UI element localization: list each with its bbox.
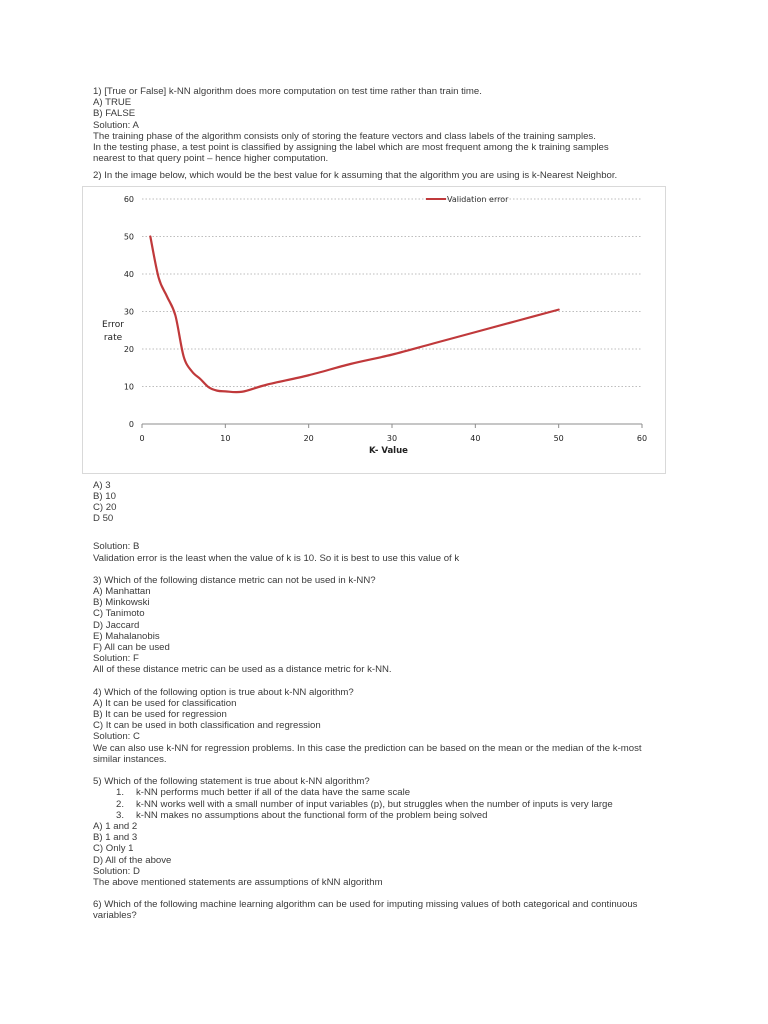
chart-x-tick-label: 50: [553, 433, 564, 443]
question-2-option: B) 10: [93, 490, 116, 502]
statement-number: 2.: [116, 798, 125, 810]
chart-svg: [83, 187, 665, 473]
chart-y-tick-label: 20: [123, 344, 134, 354]
question-4-option: C) It can be used in both classification and regression: [93, 720, 321, 732]
chart-legend: [426, 194, 508, 205]
chart-y-tick-label: 60: [123, 194, 134, 204]
question-5-explanation: The above mentioned statements are assumptions of kNN algorithm: [93, 876, 383, 888]
chart-y-tick-label: 50: [123, 232, 134, 242]
question-5-statement: [116, 787, 668, 798]
question-5-option: A) 1 and 2: [93, 820, 138, 832]
legend-swatch: [426, 198, 446, 200]
question-6-text: 6) Which of the following machine learning algorithm can be used for imputing missing values of both categorical and continuous variables?: [93, 899, 638, 922]
question-3-option: F) All can be used: [93, 642, 170, 654]
question-3-option: C) Tanimoto: [93, 608, 145, 620]
question-4-option: B) It can be used for regression: [93, 709, 227, 721]
question-1-explanation-line: nearest to that query point – hence higher computation.: [93, 153, 329, 165]
question-3-text: 3) Which of the following distance metric can not be used in k-NN?: [93, 574, 376, 586]
chart-y-tick-label: 40: [123, 269, 134, 279]
question-2-solution: Solution: B: [93, 541, 140, 553]
question-2-explanation: Validation error is the least when the value of k is 10. So it is best to use this value of k: [93, 552, 460, 564]
chart-gridlines: [142, 199, 642, 387]
question-5-statement-list: [93, 787, 668, 821]
statement-number: 3.: [116, 809, 125, 821]
question-4-solution: Solution: C: [93, 731, 140, 743]
validation-error-line: [150, 236, 558, 392]
chart-axes: [142, 424, 642, 428]
question-3-solution: Solution: F: [93, 653, 139, 665]
question-4-text: 4) Which of the following option is true about k-NN algorithm?: [93, 686, 354, 698]
question-1-option: A) TRUE: [93, 97, 132, 109]
question-5-option: D) All of the above: [93, 854, 172, 866]
question-3-option: D) Jaccard: [93, 619, 140, 631]
chart-x-tick-label: 40: [470, 433, 481, 443]
document-page: [93, 86, 668, 922]
chart-x-tick-label: 30: [386, 433, 398, 443]
chart-x-axis-label: K- Value: [369, 445, 408, 456]
statement-text: k-NN performs much better if all of the data have the same scale: [136, 787, 411, 799]
validation-error-chart: [82, 186, 666, 474]
question-2-option: D 50: [93, 513, 114, 525]
chart-x-tick-label: 60: [636, 433, 648, 443]
chart-x-tick-label: 10: [220, 433, 231, 443]
question-1-text: 1) [True or False] k-NN algorithm does more computation on test time rather than train time.: [93, 86, 482, 97]
question-1-explanation-line: The training phase of the algorithm consists only of storing the feature vectors and class labels of the training samples.: [93, 130, 596, 142]
chart-x-tick-label: 20: [303, 433, 314, 443]
question-5-option: C) Only 1: [93, 843, 134, 855]
question-5-option: B) 1 and 3: [93, 832, 138, 844]
question-1-explanation-line: In the testing phase, a test point is classified by assigning the label which are most frequent among the k training samples: [93, 142, 609, 154]
question-3-explanation: All of these distance metric can be used as a distance metric for k-NN.: [93, 664, 392, 676]
question-5-solution: Solution: D: [93, 865, 140, 877]
question-4-explanation: We can also use k-NN for regression problems. In this case the prediction can be based on the mean or the median of the k-most similar instances.: [93, 742, 642, 765]
chart-series: [150, 236, 558, 392]
question-2-option: C) 20: [93, 502, 117, 514]
question-5-statement: [116, 810, 668, 821]
question-3-option: E) Mahalanobis: [93, 630, 160, 642]
chart-y-tick-label: 10: [123, 382, 134, 392]
statement-text: k-NN works well with a small number of input variables (p), but struggles when the number of inputs is very large: [136, 798, 613, 810]
chart-y-tick-label: 30: [123, 307, 134, 317]
question-3-option: B) Minkowski: [93, 597, 150, 609]
statement-number: 1.: [116, 787, 125, 799]
chart-y-tick-label: 0: [128, 419, 134, 429]
question-1-solution: Solution: A: [93, 119, 139, 131]
legend-label: Validation error: [447, 194, 509, 204]
question-4-option: A) It can be used for classification: [93, 697, 237, 709]
question-2-text: 2) In the image below, which would be the best value for k assuming that the algorithm you are using is k-Nearest Neighbor.: [93, 170, 618, 182]
chart-tick-labels: [124, 195, 647, 443]
question-5-text: 5) Which of the following statement is true about k-NN algorithm?: [93, 776, 370, 788]
question-2-option: A) 3: [93, 479, 111, 491]
chart-y-axis-label: Error rate: [102, 319, 124, 343]
chart-x-tick-label: 0: [139, 433, 145, 443]
question-5-statement: [116, 799, 668, 810]
question-3-option: A) Manhattan: [93, 586, 151, 598]
question-1-option: B) FALSE: [93, 108, 136, 120]
statement-text: k-NN makes no assumptions about the functional form of the problem being solved: [136, 809, 488, 821]
